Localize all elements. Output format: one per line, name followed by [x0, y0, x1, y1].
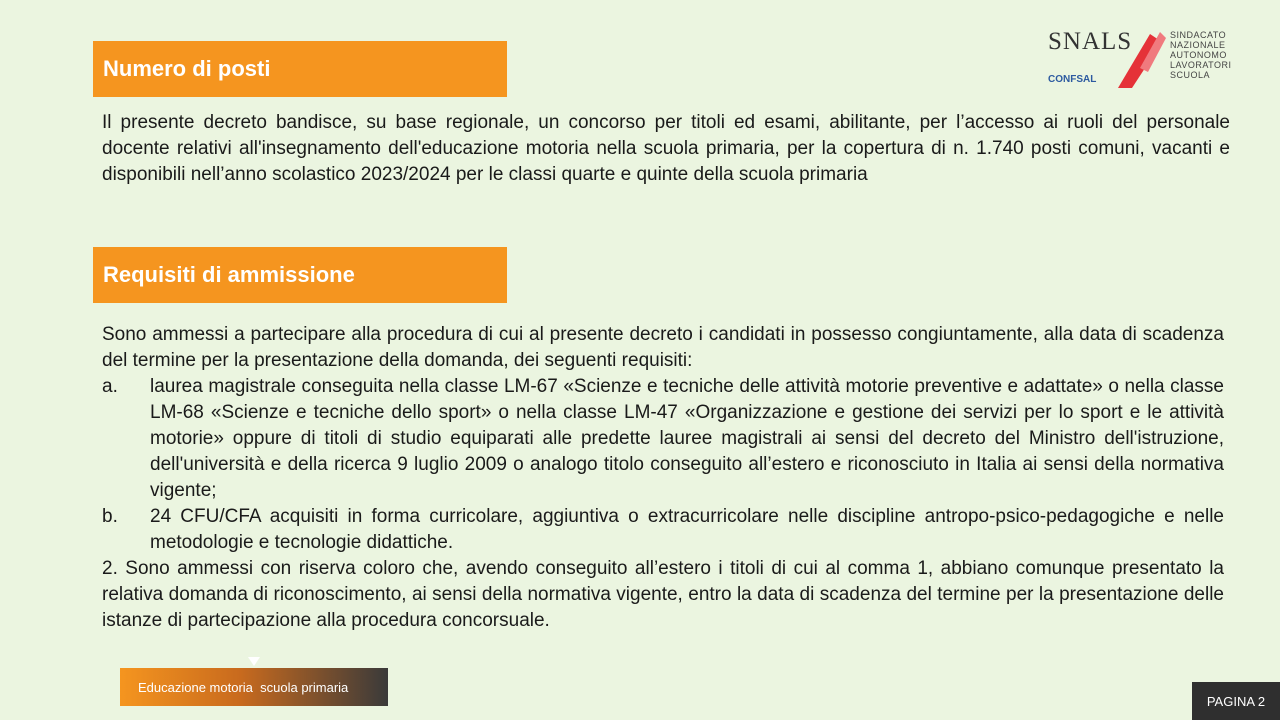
requirements-closing: 2. Sono ammessi con riserva coloro che, avendo conseguito all’estero i titoli di cui al comma 1, abbiano comunque presentato la relativa domanda di riconoscimento, ai sensi della normativa vigente, entro la data di scadenza del termine per la presentazione delle istanze di partecipazione alla procedura concorsuale.: [102, 558, 1224, 631]
section-heading-requisiti: Requisiti di ammissione: [93, 247, 507, 303]
requirements-intro: Sono ammessi a partecipare alla procedura di cui al presente decreto i candidati in possesso congiuntamente, alla data di scadenza del termine per la presentazione della domanda, dei seguenti requisiti:: [102, 324, 1224, 371]
footer-topic-tag: [120, 668, 388, 706]
page-number-label: PAGINA 2: [1206, 693, 1266, 709]
logo-word: SCUOLA: [1170, 70, 1211, 80]
section1-paragraph: Il presente decreto bandisce, su base regionale, un concorso per titoli ed esami, abilitante, per l’accesso ai ruoli del personale docente relativi all'insegnamento dell'educazione motoria nella scuola primaria, per la copertura di n. 1.740 posti comuni, vacanti e disponibili nell’anno scolastico 2023/2024 per le classi quarte e quinte della scuola primaria: [102, 112, 1230, 185]
logo-word: LAVORATORI: [1170, 60, 1232, 70]
requirement-item-a: [102, 374, 1224, 504]
page-number-badge: [1192, 682, 1280, 720]
snals-logo: [1046, 26, 1240, 92]
logo-mark-icon: [1110, 28, 1168, 90]
list-marker: a.: [102, 376, 118, 397]
logo-word: AUTONOMO: [1170, 50, 1227, 60]
footer-notch-icon: [248, 657, 260, 666]
logo-snals-text: SNALS: [1048, 28, 1133, 55]
requirement-item-b: [102, 504, 1224, 556]
list-marker: b.: [102, 506, 118, 527]
logo-words: [1170, 30, 1232, 80]
logo-confsal-text: CONFSAL: [1048, 74, 1097, 85]
logo-word: SINDACATO: [1170, 30, 1227, 40]
logo-word: NAZIONALE: [1170, 40, 1226, 50]
footer-topic-label: Educazione motoria scuola primaria: [138, 679, 349, 695]
section-heading-numero-posti: Numero di posti: [93, 41, 507, 97]
list-text: laurea magistrale conseguita nella classe LM-67 «Scienze e tecniche delle attività motorie preventive e adattate» o nella classe LM-68 «Scienze e tecniche dello sport» o nella classe LM-47 «Organizzazione e gestione dei servizi per lo sport e le attività motorie» oppure di titoli di studio equiparati alle predette lauree magistrali ai sensi del decreto del Ministro dell'istruzione, dell'università e della ricerca 9 luglio 2009 o analogo titolo conseguito all’estero e riconosciuto in Italia ai sensi della normativa vigente;: [150, 376, 1224, 501]
list-text: 24 CFU/CFA acquisiti in forma curricolare, aggiuntiva o extracurricolare nelle discipline antropo-psico-pedagogiche e nelle metodologie e tecnologie didattiche.: [150, 506, 1224, 553]
section2-body: [102, 322, 1224, 634]
